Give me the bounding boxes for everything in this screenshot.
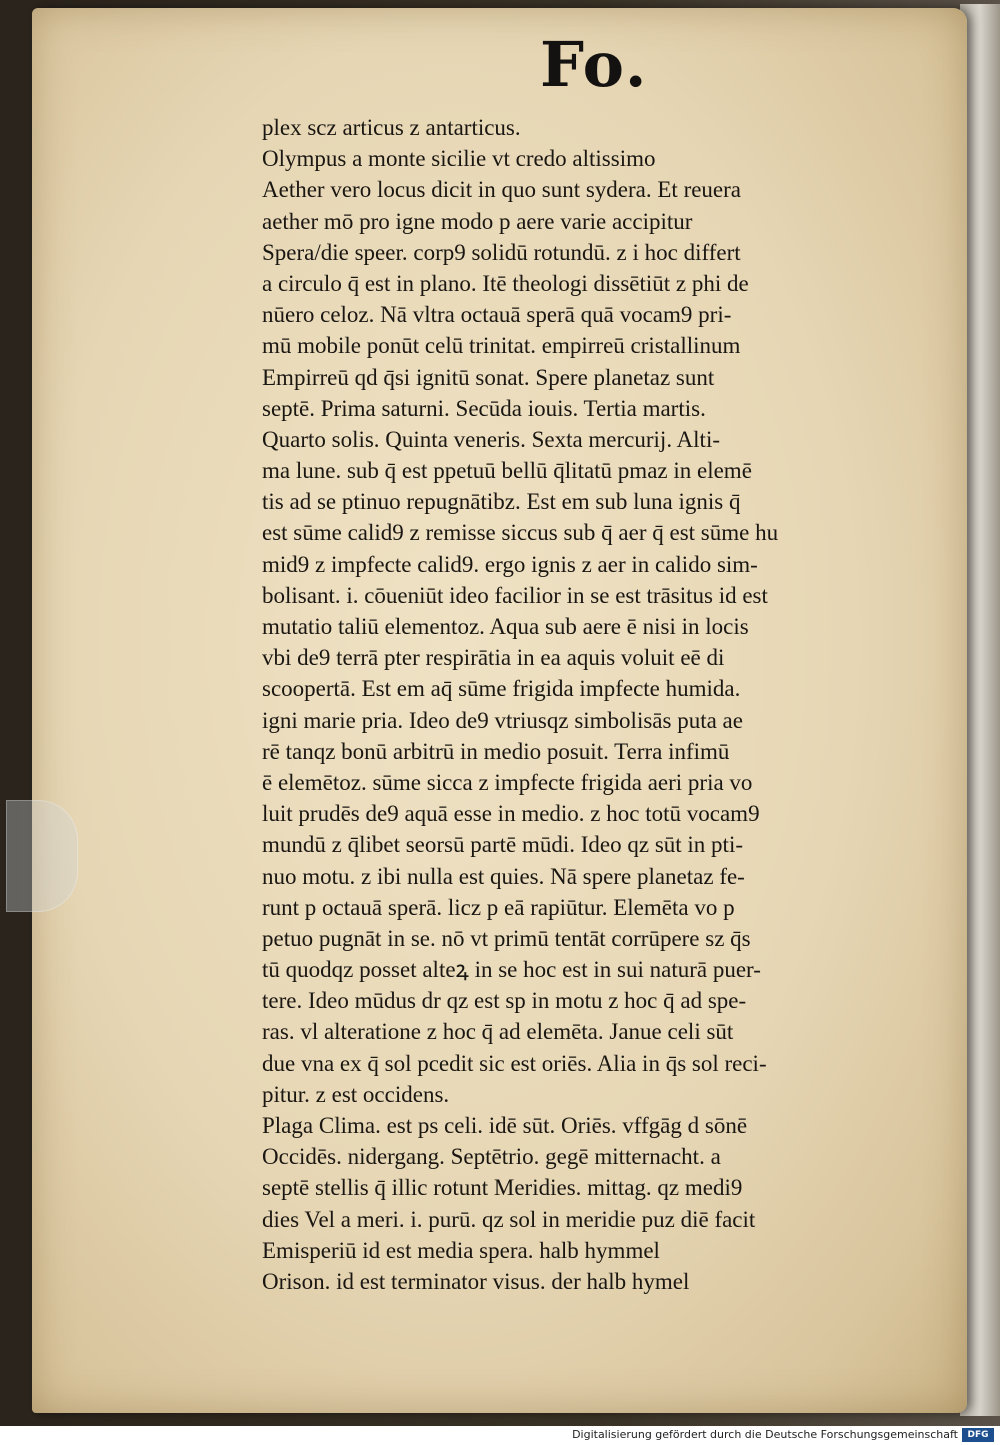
text-line: igni marie pria. Ideo de9 vtriusqz simbolisās puta ae [262,707,743,733]
text-line: plex scz articus z antarticus. [262,115,521,140]
text-line: due vna ex q̄ sol pcedit sic est oriēs. Alia in q̄s sol reci- [262,1050,767,1076]
text-line: Plaga Clima. est ps celi. idē sūt. Oriēs. vffgāg d sōnē [262,1113,748,1138]
text-line: mundū z q̄libet seorsū partē mūdi. Ideo qz sūt in pti- [262,832,743,858]
page-clip [6,800,78,912]
text-block [262,112,902,1297]
text-line: aether mō pro igne modo p aere varie accipitur [262,208,693,234]
text-line: ma lune. sub q̄ est ppetuū bellū q̄litatū pmaz in elemē [262,458,752,484]
text-line: rē tanqz bonū arbitrū in medio posuit. Terra infimū [262,738,730,764]
text-line: mid9 z impfecte calid9. ergo ignis z aer in calido sim- [262,551,758,577]
text-line: Orison. id est terminator visus. der halb hymel [262,1268,690,1294]
text-line: tū quodqz posset alteꝝ in se hoc est in sui naturā puer- [262,957,761,983]
text-line: scoopertā. Est em aq̄ sūme frigida impfecte humida. [262,676,741,702]
text-line: nuo motu. z ibi nulla est quies. Nā spere planetaz fe- [262,863,745,889]
text-line: nūero celoz. Nā vltra octauā sperā quā vocam9 pri- [262,302,732,328]
text-line: Aether vero locus dicit in quo sunt sydera. Et reuera [262,177,742,203]
text-line: Empirreū qd q̄si ignitū sonat. Spere planetaz sunt [262,364,715,390]
foliation-mark: Fo. [540,28,649,101]
text-line: septē stellis q̄ illic rotunt Meridies. mittag. qz medi9 [262,1175,743,1201]
text-line: Spera/die speer. corp9 solidū rotundū. z i hoc differt [262,239,741,265]
text-line: ras. vl alteratione z hoc q̄ ad elemēta. Janue celi sūt [262,1019,734,1045]
text-line: ē elemētoz. sūme sicca z impfecte frigida aeri pria vo [262,769,753,795]
text-line: runt p octauā sperā. licz p eā rapiūtur. Elemēta vo p [262,894,735,920]
funding-notice: Digitalisierung gefördert durch die Deutsche Forschungsgemeinschaft [572,1428,958,1441]
text-line: a circulo q̄ est in plano. Itē theologi dissētiūt z phi de [262,270,749,296]
text-line: Quarto solis. Quinta veneris. Sexta mercurij. Alti- [262,426,720,452]
text-line: dies Vel a meri. i. purū. qz sol in meridie puz diē facit [262,1206,756,1232]
footer-bar [0,1426,1000,1445]
text-line: mū mobile ponūt celū trinitat. empirreū cristallinum [262,333,741,359]
text-line: vbi de9 terrā pter respirātia in ea aquis voluit eē di [262,645,725,671]
text-line: bolisant. i. cōueniūt ideo facilior in se est trāsitus id est [262,582,768,608]
text-line: tere. Ideo mūdus dr qz est sp in motu z hoc q̄ ad spe- [262,988,747,1014]
text-line: pitur. z est occidens. [262,1081,450,1107]
dfg-logo: DFG [962,1428,994,1442]
text-line: septē. Prima saturni. Secūda iouis. Tertia martis. [262,395,706,421]
text-line: tis ad se ptinuo repugnātibz. Est em sub luna ignis q̄ [262,489,741,515]
text-line: luit prudēs de9 aquā esse in medio. z hoc totū vocam9 [262,801,760,827]
text-line: est sūme calid9 z remisse siccus sub q̄ aer q̄ est sūme hu [262,520,779,546]
text-line: mutatio taliū elementoz. Aqua sub aere ē nisi in locis [262,614,749,639]
text-line: petuo pugnāt in se. nō vt primū tentāt corrūpere sz q̄s [262,925,751,951]
text-line: Occidēs. nidergang. Septētrio. gegē mitternacht. a [262,1144,721,1170]
text-line: Olympus a monte sicilie vt credo altissimo [262,146,656,172]
text-line: Emisperiū id est media spera. halb hymmel [262,1237,660,1263]
